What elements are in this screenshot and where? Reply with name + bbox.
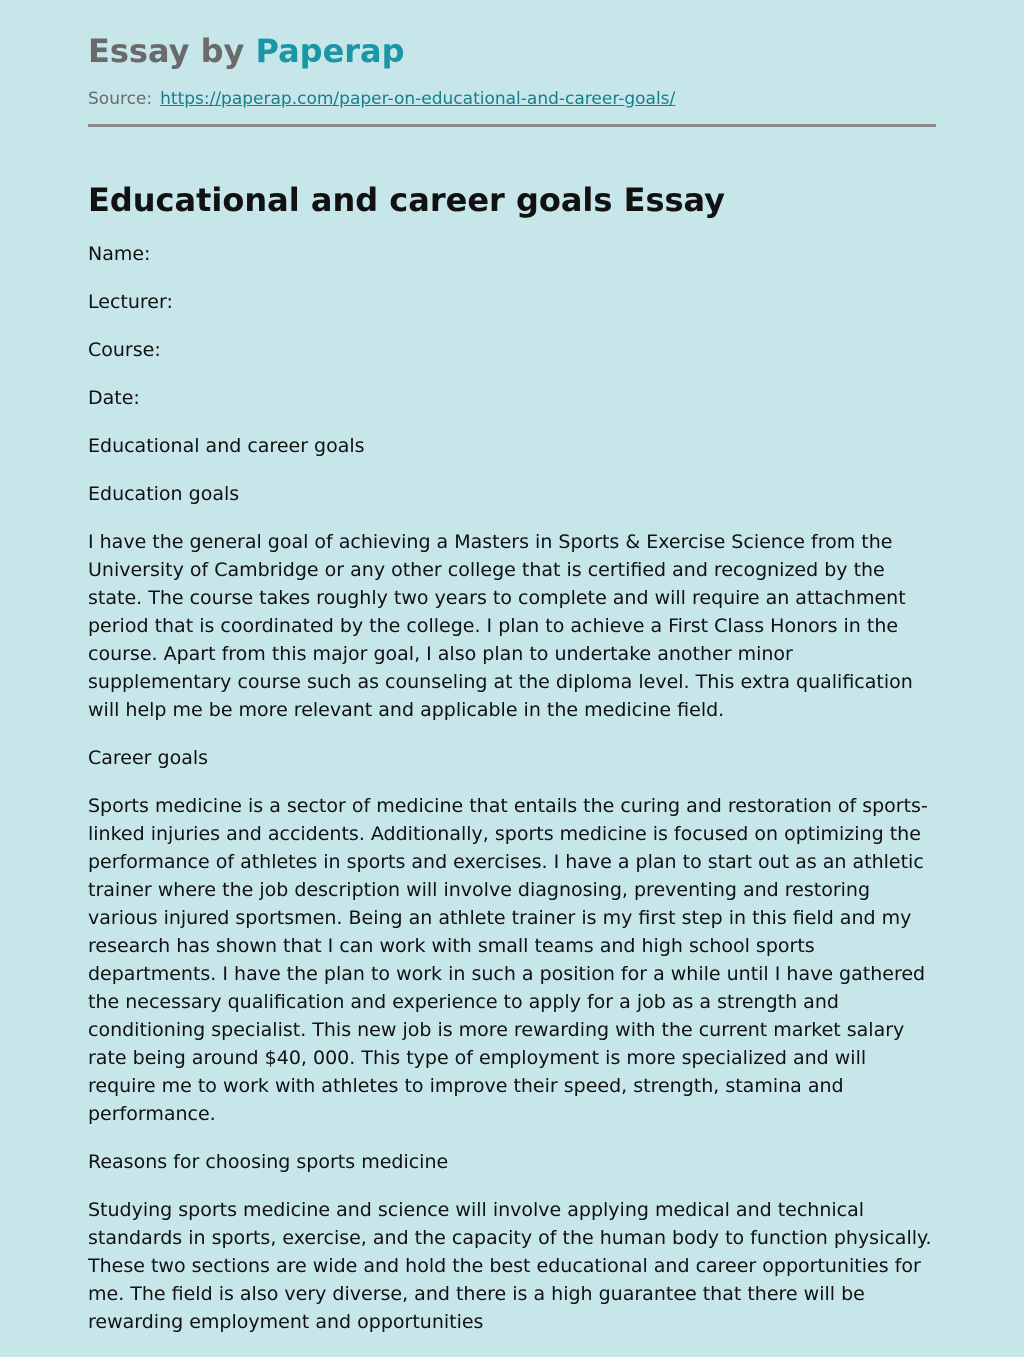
brand-prefix: Essay by <box>88 32 256 70</box>
course-field: Course: <box>88 339 161 361</box>
section-text-education: I have the general goal of achieving a Masters in Sports & Exercise Science from the University of Cambridge or any other college that is certified and recognized by the state. The course takes roughly two years to complete and will require an attachment period that is coordinated by the college. I plan to achieve a First Class Honors in the course. Apart from this major goal, I also plan to undertake another minor supplementary course such as counseling at the diploma level. This extra qualification will help me be more relevant and applicable in the medicine field. <box>88 531 913 721</box>
section-heading-education: Education goals <box>88 483 240 505</box>
section-heading-reasons: Reasons for choosing sports medicine <box>88 1151 449 1173</box>
page-title: Educational and career goals Essay <box>88 181 725 219</box>
section-text-reasons: Studying sports medicine and science will involve applying medical and technical standards in sports, exercise, and the capacity of the human body to function physically. These two sections are wide and hold the best educational and career opportunities for me. The field is also very diverse, and there is a high guarantee that there will be rewarding employment and opportunities <box>88 1199 932 1333</box>
site-brand[interactable] <box>88 30 405 72</box>
section-text-career: Sports medicine is a sector of medicine that entails the curing and restoration of sports-linked injuries and accidents. Additionally, sports medicine is focused on optimizing the performance of athletes in sports and exercises. I have a plan to start out as an athletic trainer where the job description will involve diagnosing, preventing and restoring various injured sportsmen. Being an athlete trainer is my first step in this field and my research has shown that I can work with small teams and high school sports departments. I have the plan to work in such a position for a while until I have gathered the necessary qualification and experience to apply for a job as a strength and conditioning specialist. This new job is more rewarding with the current market salary rate being around $40, 000. This type of employment is more specialized and will require me to work with athletes to improve their speed, strength, stamina and performance. <box>88 795 928 1125</box>
header-divider <box>88 124 936 127</box>
name-field: Name: <box>88 243 151 265</box>
source-label: Source: <box>88 89 153 109</box>
source-line <box>88 88 675 110</box>
brand-name: Paperap <box>255 32 405 70</box>
date-field: Date: <box>88 387 140 409</box>
essay-body <box>88 240 938 1356</box>
section-heading-career: Career goals <box>88 747 209 769</box>
source-link[interactable]: https://paperap.com/paper-on-educational-and-career-goals/ <box>160 89 676 109</box>
lecturer-field: Lecturer: <box>88 291 173 313</box>
essay-subtitle: Educational and career goals <box>88 435 365 457</box>
